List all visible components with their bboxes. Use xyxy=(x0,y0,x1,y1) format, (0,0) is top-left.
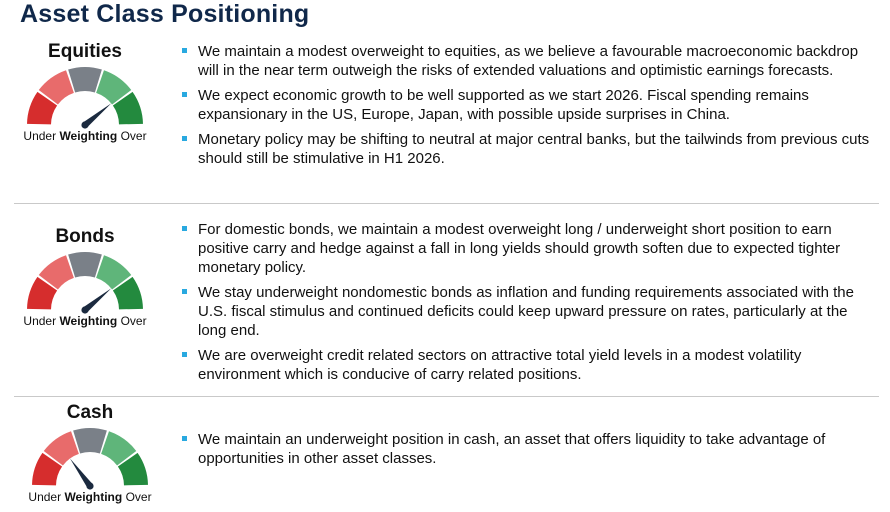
gauge-needle-hub xyxy=(81,121,88,128)
divider xyxy=(14,203,879,204)
gauge-label-weighting: Weighting xyxy=(64,490,123,504)
gauge-label-over: Over xyxy=(120,129,147,143)
bullet-marker xyxy=(182,226,187,231)
section-cash xyxy=(0,398,890,512)
cash-gauge-icon xyxy=(27,426,153,490)
bullet-marker xyxy=(182,136,187,141)
gauge-label-under: Under xyxy=(23,314,57,328)
gauge-caption xyxy=(15,490,165,504)
page-title: Asset Class Positioning xyxy=(20,0,310,28)
gauge-label-weighting: Weighting xyxy=(59,314,118,328)
section-bonds xyxy=(0,216,890,396)
gauge-needle-hub xyxy=(81,306,88,313)
gauge-label-over: Over xyxy=(125,490,152,504)
gauge-caption xyxy=(10,129,160,143)
bullet-marker xyxy=(182,92,187,97)
equities-title: Equities xyxy=(48,41,122,62)
list-item: For domestic bonds, we maintain a modest overweight long / underweight short position to earn positive carry and hedge against a fall in long yields should growth soften due to expected tighter monetary policy. xyxy=(180,220,870,277)
gauge-needle-hub xyxy=(86,482,93,489)
list-item: We maintain an underweight position in cash, an asset that offers liquidity to take advantage of opportunities in other asset classes. xyxy=(180,430,870,468)
bullet-marker xyxy=(182,436,187,441)
list-item: Monetary policy may be shifting to neutral at major central banks, but the tailwinds from previous cuts should still be stimulative in H1 2026. xyxy=(180,130,870,168)
gauge-label-under: Under xyxy=(28,490,62,504)
bullet-marker xyxy=(182,289,187,294)
cash-title: Cash xyxy=(66,402,114,423)
bonds-bullet-list xyxy=(180,220,870,390)
list-item: We expect economic growth to be well supported as we start 2026. Fiscal spending remains expansionary in the US, Europe, Japan, with possible upside surprises in China. xyxy=(180,86,870,124)
gauge-segment-gray xyxy=(68,252,102,277)
list-item: We are overweight credit related sectors on attractive total yield levels in a modest volatility environment which is conducive of carry related positions. xyxy=(180,346,870,384)
gauge-label-under: Under xyxy=(23,129,57,143)
list-item: We stay underweight nondomestic bonds as inflation and funding requirements associated with the U.S. fiscal stimulus and continued deficits could keep upward pressure on rates, particularly at the long end. xyxy=(180,283,870,340)
gauge-segment-gray xyxy=(73,428,107,453)
gauge-caption xyxy=(10,314,160,328)
gauge-segment-gray xyxy=(68,67,102,92)
bonds-title: Bonds xyxy=(55,226,115,247)
cash-gauge-block xyxy=(15,402,165,504)
gauge-label-weighting: Weighting xyxy=(59,129,118,143)
equities-bullet-list xyxy=(180,42,870,174)
list-item: We maintain a modest overweight to equities, as we believe a favourable macroeconomic backdrop will in the near term outweigh the risks of extended valuations and optimistic earnings forecasts. xyxy=(180,42,870,80)
bullet-marker xyxy=(182,48,187,53)
equities-gauge-block xyxy=(10,41,160,143)
section-equities xyxy=(0,36,890,202)
cash-bullet-list xyxy=(180,430,870,474)
divider xyxy=(14,396,879,397)
bonds-gauge-block xyxy=(10,226,160,328)
equities-gauge-icon xyxy=(22,65,148,129)
bullet-marker xyxy=(182,352,187,357)
bonds-gauge-icon xyxy=(22,250,148,314)
gauge-label-over: Over xyxy=(120,314,147,328)
